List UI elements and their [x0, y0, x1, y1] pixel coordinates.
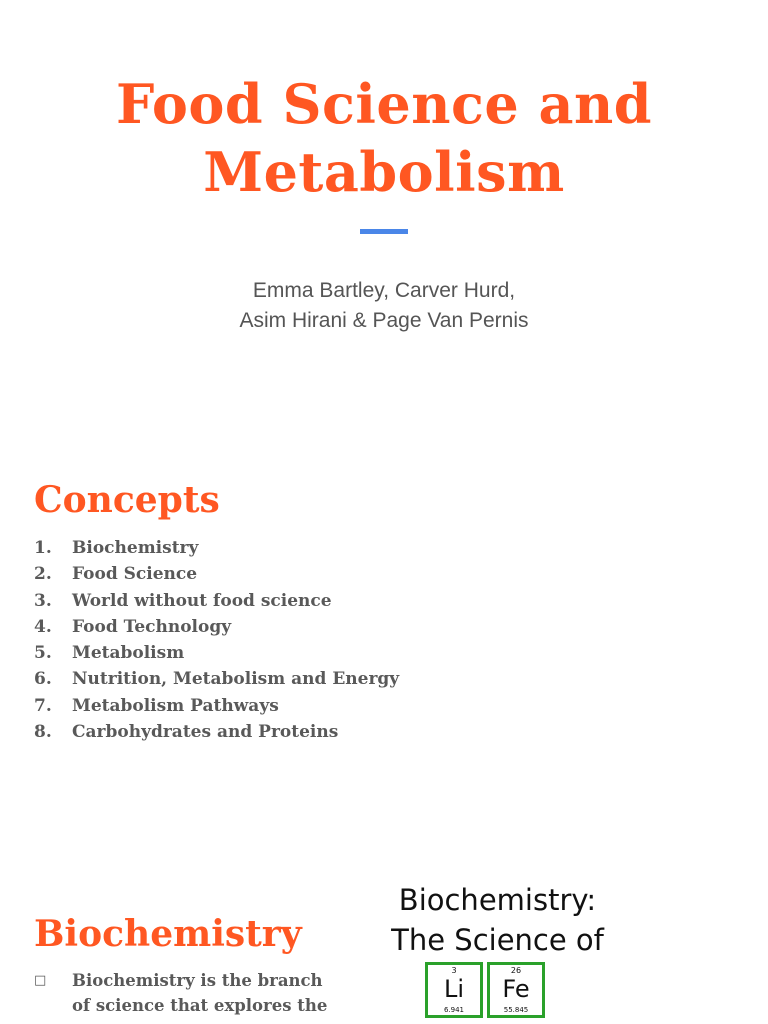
list-item — [34, 588, 399, 614]
list-item — [34, 561, 399, 587]
periodic-elements — [425, 962, 545, 1018]
biochemistry-figure — [365, 880, 630, 1014]
list-item-number: 7. — [34, 695, 52, 716]
list-item-number: 3. — [34, 590, 52, 611]
checkbox-bullet-icon: □ — [34, 973, 47, 988]
list-item — [34, 614, 399, 640]
list-item-label: Nutrition, Metabolism and Energy — [72, 669, 400, 690]
list-item-label: Metabolism Pathways — [72, 695, 279, 716]
list-item-label: World without food science — [72, 590, 332, 611]
list-item-label: Carbohydrates and Proteins — [72, 722, 339, 743]
element-tile-lithium — [425, 962, 483, 1018]
figure-title-line-2: The Science of — [391, 923, 604, 957]
presentation-title: Food Science and Metabolism — [115, 72, 653, 204]
list-item-label: Biochemistry — [72, 538, 199, 558]
biochemistry-bullet — [34, 968, 364, 1018]
element-symbol: Fe — [502, 975, 530, 1003]
title-accent-bar — [360, 229, 408, 234]
list-item-number: 6. — [34, 669, 52, 690]
atomic-number: 26 — [510, 966, 522, 975]
list-item-label: Metabolism — [72, 643, 185, 664]
authors-line-1: Emma Bartley, Carver Hurd, — [252, 279, 516, 302]
figure-title-line-1: Biochemistry: — [398, 883, 597, 917]
list-item-number: 4. — [34, 616, 52, 637]
element-symbol: Li — [443, 975, 465, 1003]
concepts-heading: Concepts — [34, 479, 220, 521]
biochemistry-heading: Biochemistry — [34, 913, 302, 955]
list-item-number: 1. — [34, 538, 52, 558]
list-item-number: 2. — [34, 564, 52, 585]
authors-line-2: Asim Hirani & Page Van Pernis — [239, 309, 529, 332]
atomic-mass: 55.845 — [503, 1006, 529, 1014]
list-item — [34, 666, 399, 692]
element-tile-iron — [487, 962, 545, 1018]
concepts-list — [34, 535, 399, 745]
list-item — [34, 535, 399, 561]
list-item-label: Food Technology — [72, 616, 232, 637]
bullet-text: Biochemistry is the branch of science that explores the — [72, 971, 328, 1015]
list-item-number: 5. — [34, 643, 52, 664]
list-item — [34, 719, 399, 745]
list-item-number: 8. — [34, 722, 52, 743]
list-item — [34, 640, 399, 666]
list-item — [34, 693, 399, 719]
author-list — [0, 276, 768, 336]
atomic-number: 3 — [451, 966, 457, 975]
list-item-label: Food Science — [72, 564, 198, 585]
atomic-mass: 6.941 — [443, 1006, 465, 1014]
